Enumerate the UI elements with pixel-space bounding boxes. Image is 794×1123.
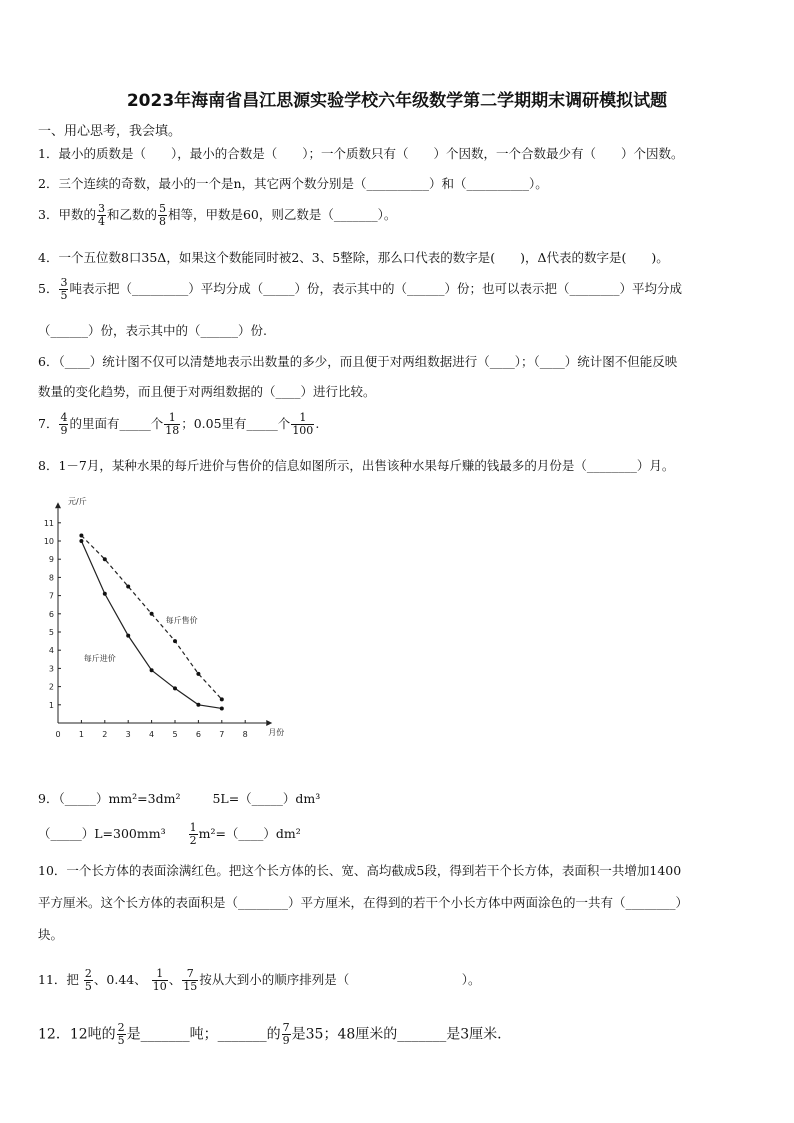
fraction-numerator: 1 <box>189 821 197 834</box>
q7-fraction-3 <box>291 412 314 437</box>
q3-fraction-2 <box>158 203 167 228</box>
q11-text-c: 按从大到小的顺序排列是（ ）。 <box>199 972 481 987</box>
fraction-numerator: 2 <box>84 967 92 980</box>
y-tick-label: 5 <box>48 628 54 637</box>
y-tick-label: 10 <box>43 537 54 546</box>
series-label-sell: 每斤售价 <box>165 615 198 625</box>
data-point <box>173 686 177 690</box>
data-point <box>126 634 130 638</box>
fraction-denominator: 15 <box>183 980 198 993</box>
data-point <box>79 534 83 538</box>
series-label-buy: 每斤进价 <box>83 654 116 664</box>
question-1: 1．最小的质数是（ ），最小的合数是（ ）；一个质数只有（ ）个因数，一个合数最少有（ ）个因数。 <box>38 146 684 161</box>
q5-text-pre: 5． <box>38 281 59 296</box>
section-heading: 一、用心思考，我会填。 <box>38 124 182 139</box>
data-point <box>196 672 200 676</box>
q9-text-1b: 5L=（_____）dm³ <box>212 791 321 806</box>
question-11 <box>38 968 481 993</box>
y-tick-label: 6 <box>48 609 54 619</box>
fraction-denominator: 18 <box>165 424 180 437</box>
fraction-denominator: 8 <box>158 215 166 228</box>
x-axis-label: 月份 <box>268 728 285 737</box>
data-point <box>150 668 154 672</box>
x-tick-label: 8 <box>242 730 248 739</box>
x-tick-label: 5 <box>172 730 178 739</box>
q5-fraction <box>59 277 68 302</box>
fraction-denominator: 100 <box>292 424 314 437</box>
q11-text-b: 、 <box>168 972 182 987</box>
fraction-denominator: 2 <box>189 834 197 847</box>
x-tick-label: 2 <box>102 730 108 739</box>
q9-text-2b: m²=（____）dm² <box>198 826 301 841</box>
y-tick-label: 3 <box>48 664 54 674</box>
q9-text-1a: 9．（_____）mm²=3dm² <box>38 791 181 806</box>
question-10-line-1: 10．一个长方体的表面涂满红色。把这个长方体的长、宽、高均截成5段，得到若干个长方体，表面积一共增加1400 <box>38 863 682 878</box>
y-axis-label: 元/斤 <box>68 497 87 507</box>
fraction-denominator: 9 <box>282 1034 290 1047</box>
data-point <box>103 557 107 561</box>
question-2: 2．三个连续的奇数，最小的一个是n，其它两个数分别是（__________）和（__________）。 <box>38 176 548 191</box>
y-tick-label: 11 <box>43 518 54 528</box>
fraction-denominator: 5 <box>84 980 92 993</box>
fraction-denominator: 5 <box>60 289 68 302</box>
y-tick-label: 4 <box>48 646 54 656</box>
fraction-numerator: 1 <box>152 968 168 981</box>
fraction-denominator: 4 <box>97 215 105 228</box>
q11-fraction-1 <box>84 968 93 993</box>
question-5-line-2: （______）份，表示其中的（______）份. <box>38 323 267 338</box>
y-tick-label: 9 <box>48 555 54 565</box>
x-tick-label: 7 <box>219 730 225 739</box>
data-point <box>220 697 224 701</box>
data-point <box>196 703 200 707</box>
data-point <box>150 612 154 616</box>
data-point <box>79 539 83 543</box>
q3-text-post: 相等，甲数是60，则乙数是（_______）。 <box>167 207 397 222</box>
q7-fraction-2 <box>164 412 180 437</box>
data-point <box>173 639 177 643</box>
y-tick-label: 7 <box>48 591 54 601</box>
series-line-2 <box>81 541 221 708</box>
q7-text-b: ；0.05里有_____个 <box>181 416 291 431</box>
question-12 <box>38 1022 502 1047</box>
fraction-numerator: 7 <box>282 1021 290 1034</box>
q3-fraction-1 <box>97 203 106 228</box>
data-point <box>103 592 107 596</box>
fraction-numerator: 7 <box>182 968 198 981</box>
fraction-numerator: 3 <box>97 202 105 215</box>
page-title: 2023年海南省昌江思源实验学校六年级数学第二学期期末调研模拟试题 <box>126 91 668 111</box>
x-axis-arrow <box>266 720 272 726</box>
q12-text-a: 是_______吨；_______的 <box>126 1026 281 1043</box>
question-10-line-3: 块。 <box>38 927 64 942</box>
series-line-1 <box>81 536 221 700</box>
fraction-numerator: 1 <box>291 412 314 425</box>
question-7 <box>38 412 319 437</box>
fraction-numerator: 5 <box>158 202 166 215</box>
q7-fraction-1 <box>59 412 68 437</box>
fraction-denominator: 10 <box>152 980 167 993</box>
fraction-numerator: 3 <box>60 276 68 289</box>
q7-text-a: 的里面有_____个 <box>69 416 164 431</box>
q11-fraction-2 <box>152 968 168 993</box>
fraction-denominator: 9 <box>60 424 68 437</box>
x-tick-label: 0 <box>55 730 61 739</box>
question-8: 8．1－7月，某种水果的每斤进价与售价的信息如图所示，出售该种水果每斤赚的钱最多的月份是（________）月。 <box>38 458 675 473</box>
fraction-denominator: 5 <box>117 1034 125 1047</box>
question-6-line-2: 数量的变化趋势，而且便于对两组数据的（____）进行比较。 <box>38 384 376 399</box>
x-tick-label: 6 <box>195 730 201 739</box>
x-tick-label: 1 <box>78 730 84 739</box>
data-point <box>220 706 224 710</box>
question-10-line-2: 平方厘米。这个长方体的表面积是（________）平方厘米，在得到的若干个小长方体中两面涂色的一共有（________） <box>38 895 689 910</box>
q5-text-line1: 吨表示把（_________）平均分成（_____）份，表示其中的（______）份；也可以表示把（________）平均分成 <box>69 281 682 296</box>
y-tick-label: 1 <box>48 700 54 710</box>
price-chart <box>38 490 298 745</box>
q12-fraction-2 <box>282 1022 291 1047</box>
q9-text-2a: （_____）L=300mm³ <box>38 826 166 841</box>
q9-fraction <box>189 822 198 847</box>
q3-text-pre: 3．甲数的 <box>38 207 96 222</box>
q7-text-pre: 7． <box>38 416 59 431</box>
q11-text-pre: 11．把 <box>38 972 79 987</box>
question-4: 4．一个五位数8口35Δ，如果这个数能同时被2、3、5整除，那么口代表的数字是( )，Δ代表的数字是( )。 <box>38 250 669 265</box>
question-5-line-1 <box>38 277 682 302</box>
x-tick-label: 4 <box>149 730 155 739</box>
question-6-line-1: 6．（____）统计图不仅可以清楚地表示出数量的多少，而且便于对两组数据进行（____）；（____）统计图不但能反映 <box>38 354 678 369</box>
y-tick-label: 8 <box>48 573 54 583</box>
fraction-numerator: 1 <box>164 412 180 425</box>
x-tick-label: 3 <box>125 730 131 739</box>
chart-marks <box>79 534 223 711</box>
chart-axes <box>44 496 284 739</box>
q11-fraction-3 <box>182 968 198 993</box>
q12-fraction-1 <box>117 1022 126 1047</box>
q7-text-c: . <box>315 416 320 431</box>
q11-text-a: 、0.44、 <box>93 972 147 987</box>
y-axis-arrow <box>55 502 61 508</box>
y-tick-label: 2 <box>48 682 54 692</box>
q3-text-mid: 和乙数的 <box>106 207 157 222</box>
q12-text-b: 是35；48厘米的_______是3厘米. <box>291 1026 502 1043</box>
fraction-numerator: 4 <box>60 411 68 424</box>
question-9-line-1 <box>38 789 320 809</box>
question-9-line-2 <box>38 822 301 847</box>
fraction-numerator: 2 <box>117 1021 125 1034</box>
question-3 <box>38 203 396 228</box>
q12-text-pre: 12．12吨的 <box>38 1026 116 1043</box>
data-point <box>126 585 130 589</box>
